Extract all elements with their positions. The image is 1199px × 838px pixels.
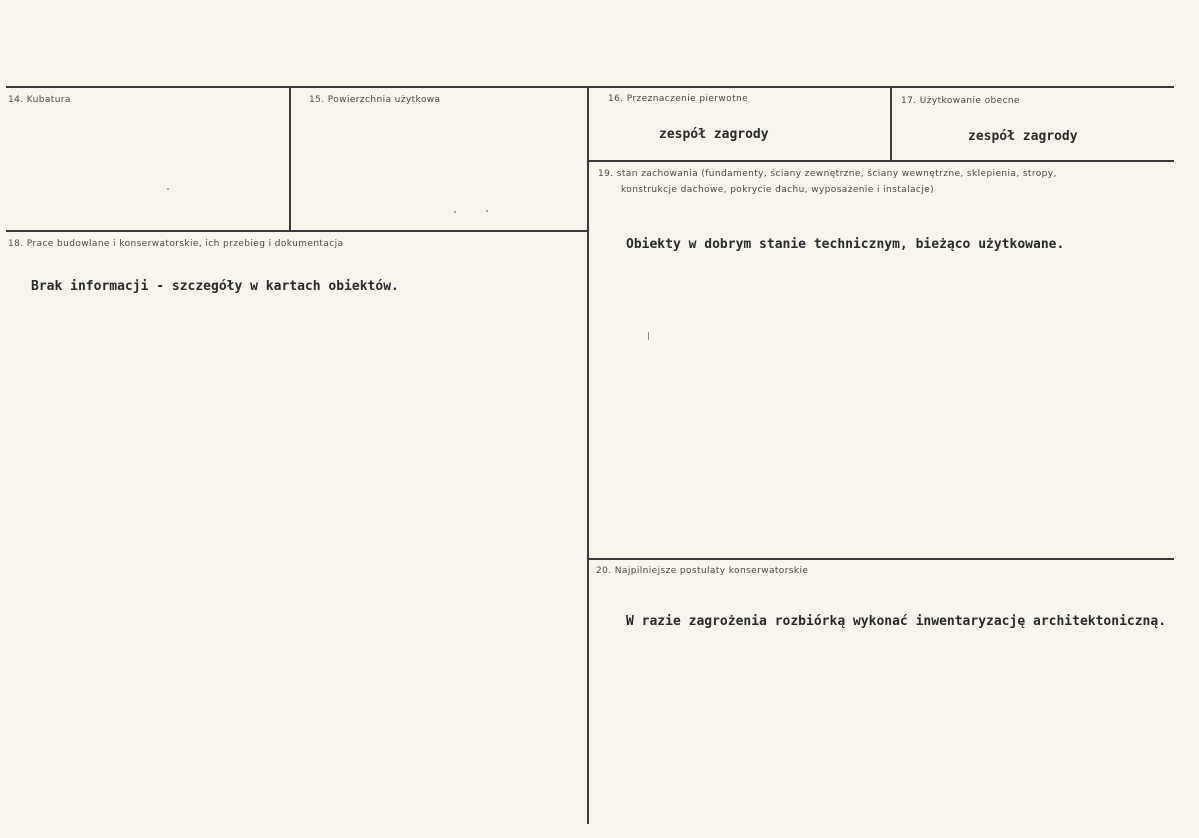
divider-16-17 bbox=[890, 88, 892, 160]
scan-speck bbox=[648, 332, 649, 340]
scan-speck bbox=[454, 211, 456, 213]
rule-below-16-17 bbox=[589, 160, 1174, 162]
top-rule bbox=[6, 86, 1174, 88]
uzytkowanie-label: 17. Użytkowanie obecne bbox=[901, 96, 1020, 106]
przeznaczenie-value: zespół zagrody bbox=[659, 127, 769, 142]
postulaty-value: W razie zagrożenia rozbiórką wykonać inwentaryzację architektoniczną. bbox=[626, 614, 1167, 629]
stan-label-line2: konstrukcje dachowe, pokrycie dachu, wyposażenie i instalacje) bbox=[621, 185, 934, 195]
prace-value: Brak informacji - szczegóły w kartach obiektów. bbox=[31, 279, 399, 294]
rule-below-14-15 bbox=[6, 230, 588, 232]
stan-label-line1: 19. stan zachowania (fundamenty, ściany zewnętrzne, ściany wewnętrzne, sklepienia, stropy, bbox=[598, 169, 1057, 179]
postulaty-label: 20. Najpilniejsze postulaty konserwatorskie bbox=[596, 566, 809, 576]
uzytkowanie-value: zespół zagrody bbox=[968, 129, 1078, 144]
scan-speck bbox=[486, 210, 488, 212]
scan-speck bbox=[167, 188, 169, 190]
stan-value: Obiekty w dobrym stanie technicznym, bieżąco użytkowane. bbox=[626, 237, 1065, 252]
przeznaczenie-label: 16. Przeznaczenie pierwotne bbox=[608, 94, 749, 104]
center-divider bbox=[587, 88, 589, 824]
divider-14-15 bbox=[289, 88, 291, 231]
rule-above-20 bbox=[589, 558, 1174, 560]
kubatura-label: 14. Kubatura bbox=[8, 95, 71, 105]
powierzchnia-label: 15. Powierzchnia użytkowa bbox=[309, 95, 441, 105]
prace-label: 18. Prace budowlane i konserwatorskie, ich przebieg i dokumentacja bbox=[8, 239, 344, 249]
